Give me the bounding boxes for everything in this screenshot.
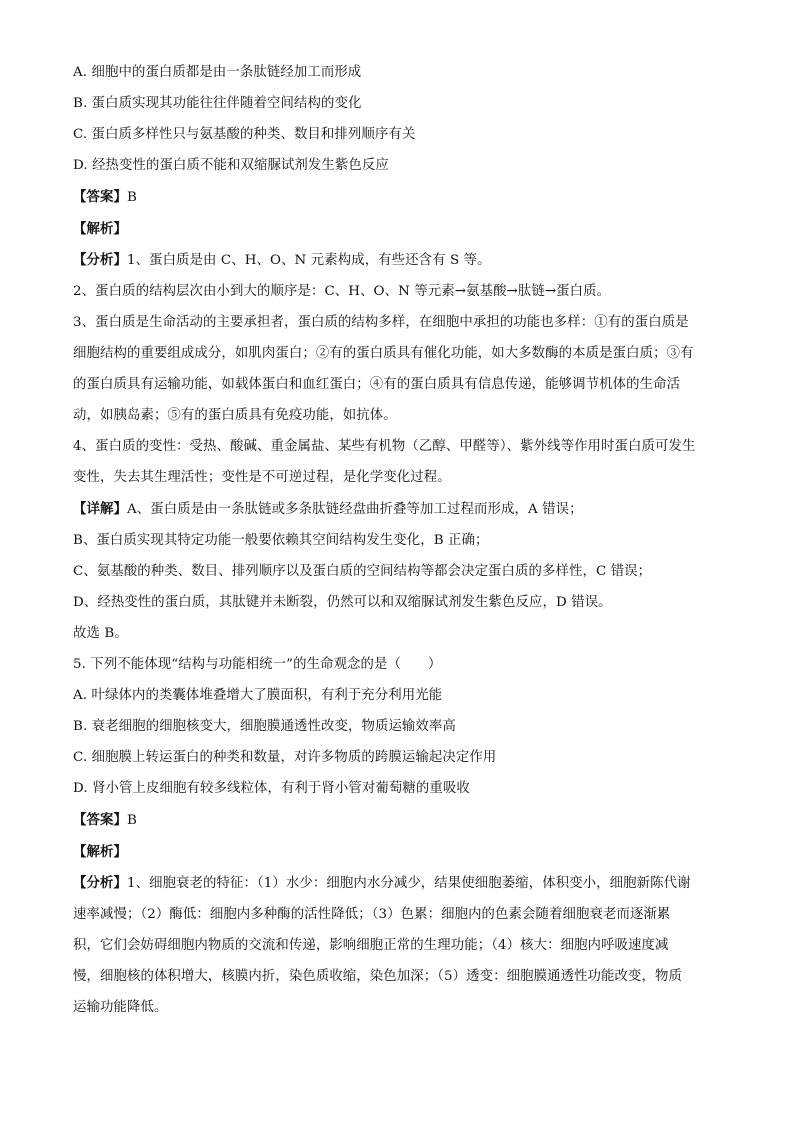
q5-fenxi-line-1 xyxy=(73,874,733,893)
xiangjie-tag: 【详解】 xyxy=(73,501,127,517)
q4-option-a: A. 细胞中的蛋白质都是由一条肽链经加工而形成 xyxy=(73,65,362,80)
q4-conclusion: 故选 B。 xyxy=(73,626,128,641)
q4-answer xyxy=(73,188,733,207)
fenxi-tag: 【分析】 xyxy=(73,875,127,891)
q4-fenxi-line-8: 变性，失去其生理活性；变性是不可逆过程，是化学变化过程。 xyxy=(73,470,451,485)
q4-fenxi-line-6: 动，如胰岛素；⑤有的蛋白质具有免疫功能，如抗体。 xyxy=(73,408,397,423)
q4-option-d: D. 经热变性的蛋白质不能和双缩脲试剂发生紫色反应 xyxy=(73,158,389,173)
q5-fenxi-line-2: 速率减慢；（2）酶低：细胞内多种酶的活性降低；（3）色累：细胞内的色素会随着细胞衰老而逐渐累 xyxy=(73,907,671,922)
fenxi-text: 1、细胞衰老的特征：（1）水少：细胞内水分减少，结果使细胞萎缩，体积变小，细胞新陈代谢 xyxy=(126,876,691,891)
answer-value: B xyxy=(126,813,137,828)
q4-fenxi-line-2: 2、蛋白质的结构层次由小到大的顺序是：C、H、O、N 等元素→氨基酸→肽链→蛋白质。 xyxy=(73,284,611,299)
q5-option-a: A. 叶绿体内的类囊体堆叠增大了膜面积，有利于充分利用光能 xyxy=(73,688,443,703)
q5-option-b: B. 衰老细胞的细胞核变大，细胞膜通透性改变，物质运输效率高 xyxy=(73,719,456,734)
answer-value: B xyxy=(126,190,137,205)
q4-fenxi-line-5: 的蛋白质具有运输功能，如载体蛋白和血红蛋白；④有的蛋白质具有信息传递，能够调节机体的生命活 xyxy=(73,377,681,392)
q5-analysis-tag: 【解析】 xyxy=(73,844,127,860)
fenxi-tag: 【分析】 xyxy=(73,252,127,268)
answer-tag: 【答案】 xyxy=(73,189,127,205)
q4-xiangjie-line-3: C、氨基酸的种类、数目、排列顺序以及蛋白质的空间结构等都会决定蛋白质的多样性，C 错误； xyxy=(73,564,652,579)
q4-xiangjie-line-1 xyxy=(73,500,733,519)
fenxi-text: 1、蛋白质是由 C、H、O、N 元素构成，有些还含有 S 等。 xyxy=(126,253,491,268)
q4-fenxi-line-4: 细胞结构的重要组成成分，如肌肉蛋白；②有的蛋白质具有催化功能，如大多数酶的本质是蛋白质；③有 xyxy=(73,346,694,361)
q4-fenxi-line-7: 4、蛋白质的变性：受热、酸碱、重金属盐、某些有机物（乙醇、甲醛等）、紫外线等作用时蛋白质可发生 xyxy=(73,439,696,454)
q4-fenxi-line-3: 3、蛋白质是生命活动的主要承担者，蛋白质的结构多样，在细胞中承担的功能也多样：①有的蛋白质是 xyxy=(73,315,689,330)
q5-option-d: D. 肾小管上皮细胞有较多线粒体，有利于肾小管对葡萄糖的重吸收 xyxy=(73,781,470,796)
q4-xiangjie-line-4: D、经热变性的蛋白质，其肽键并未断裂，仍然可以和双缩脲试剂发生紫色反应，D 错误。 xyxy=(73,595,612,610)
q5-answer xyxy=(73,811,733,830)
q4-option-b: B. 蛋白质实现其功能往往伴随着空间结构的变化 xyxy=(73,96,362,111)
answer-tag: 【答案】 xyxy=(73,812,127,828)
q5-option-c: C. 细胞膜上转运蛋白的种类和数量，对许多物质的跨膜运输起决定作用 xyxy=(73,750,497,765)
q4-xiangjie-line-2: B、蛋白质实现其特定功能一般要依赖其空间结构发生变化，B 正确； xyxy=(73,533,489,548)
q5-fenxi-line-4: 慢，细胞核的体积增大，核膜内折，染色质收缩，染色加深；（5）透变：细胞膜通透性功能改变，物质 xyxy=(73,969,682,984)
q5-fenxi-line-3: 积，它们会妨碍细胞内物质的交流和传递，影响细胞正常的生理功能；（4）核大：细胞内呼吸速度减 xyxy=(73,938,669,953)
page-content xyxy=(73,64,733,1030)
q5-stem: 5. 下列不能体现“结构与功能相统一”的生命观念的是（ ） xyxy=(73,657,442,672)
xiangjie-text: A、蛋白质是由一条肽链或多条肽链经盘曲折叠等加工过程而形成，A 错误； xyxy=(126,502,583,517)
q5-fenxi-line-5: 运输功能降低。 xyxy=(73,1000,168,1015)
q4-fenxi-line-1 xyxy=(73,251,733,270)
q4-option-c: C. 蛋白质多样性只与氨基酸的种类、数目和排列顺序有关 xyxy=(73,127,416,142)
q4-analysis-tag: 【解析】 xyxy=(73,221,127,237)
